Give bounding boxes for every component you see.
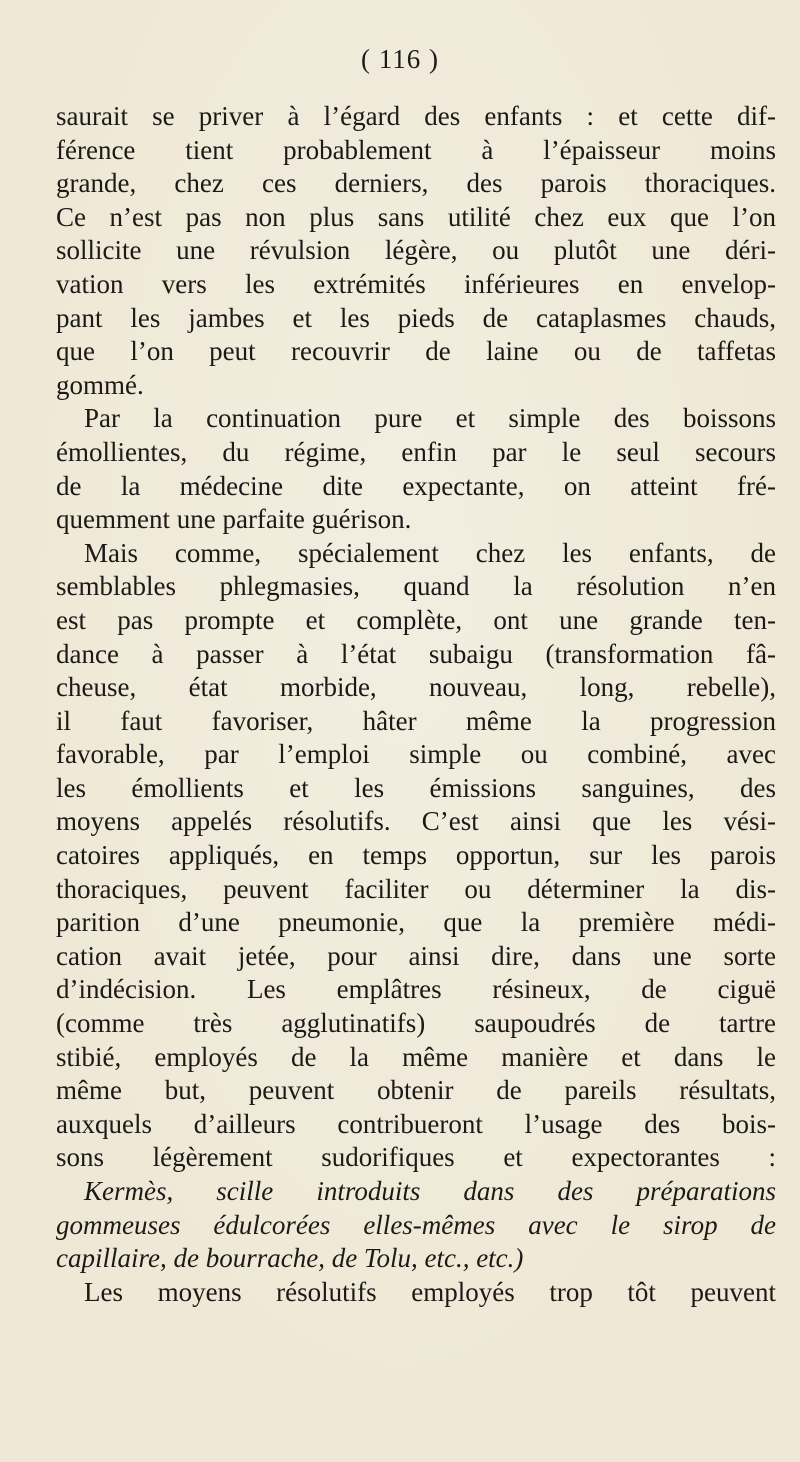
text-line: cheuse, état morbide, nouveau, long, rebelle),: [56, 672, 776, 703]
text-line: sollicite une révulsion légère, ou plutôt une déri-: [56, 235, 776, 266]
text-line: est pas prompte et complète, ont une grande ten-: [56, 604, 776, 635]
text-line: grande, chez ces derniers, des parois thoraciques.: [56, 168, 776, 199]
text-line: de la médecine dite expectante, on atteint fré-: [56, 470, 776, 501]
italic-text-line: gommeuses édulcorées elles-mêmes avec le sirop de: [56, 1209, 776, 1240]
italic-text-line: Kermès, scille introduits dans des préparations: [84, 1176, 776, 1206]
text-line: sons légèrement sudorifiques et expectorantes :: [56, 1142, 776, 1173]
text-line: gommé.: [56, 369, 144, 400]
text-line: quemment une parfaite guérison.: [56, 504, 412, 535]
text-line: favorable, par l’emploi simple ou combiné, avec: [56, 739, 776, 770]
text-line: même but, peuvent obtenir de pareils résultats,: [56, 1075, 776, 1106]
text-line: semblables phlegmasies, quand la résolution n’en: [56, 571, 776, 602]
body-text: [56, 100, 776, 1309]
text-line: stibié, employés de la même manière et dans le: [56, 1041, 776, 1072]
text-line: thoraciques, peuvent faciliter ou déterminer la dis-: [56, 873, 776, 904]
page-number: ( 116 ): [361, 44, 439, 74]
text-line: émollientes, du régime, enfin par le seul secours: [56, 436, 776, 467]
text-line: d’indécision. Les emplâtres résineux, de ciguë: [56, 974, 776, 1005]
text-line: Ce n’est pas non plus sans utilité chez eux que l’on: [56, 201, 776, 232]
paragraph-start-line: Mais comme, spécialement chez les enfants, de: [84, 537, 776, 568]
italic-text-line: capillaire, de bourrache, de Tolu, etc., etc.): [56, 1243, 524, 1274]
text-line: férence tient probablement à l’épaisseur moins: [56, 134, 776, 165]
text-line: il faut favoriser, hâter même la progression: [56, 705, 776, 736]
text-line: dance à passer à l’état subaigu (transformation fâ-: [56, 638, 776, 669]
text-line: vation vers les extrémités inférieures en envelop-: [56, 268, 776, 299]
text-line: catoires appliqués, en temps opportun, sur les parois: [56, 840, 776, 871]
text-line: saurait se priver à l’égard des enfants : et cette dif-: [56, 101, 776, 131]
text-line: pant les jambes et les pieds de cataplasmes chauds,: [56, 302, 776, 333]
text-line: cation avait jetée, pour ainsi dire, dans une sorte: [56, 940, 776, 971]
paragraph-start-line: Les moyens résolutifs employés trop tôt peuvent: [84, 1276, 776, 1307]
text-line: moyens appelés résolutifs. C’est ainsi que les vési-: [56, 806, 776, 837]
paragraph-start-line: Par la continuation pure et simple des boissons: [84, 403, 776, 434]
text-line: que l’on peut recouvrir de laine ou de taffetas: [56, 336, 776, 367]
text-line: (comme très agglutinatifs) saupoudrés de tartre: [56, 1008, 776, 1039]
text-line: auxquels d’ailleurs contribueront l’usage des bois-: [56, 1108, 776, 1139]
text-line: parition d’une pneumonie, que la première médi-: [56, 907, 776, 938]
text-line: les émollients et les émissions sanguines, des: [56, 772, 776, 803]
